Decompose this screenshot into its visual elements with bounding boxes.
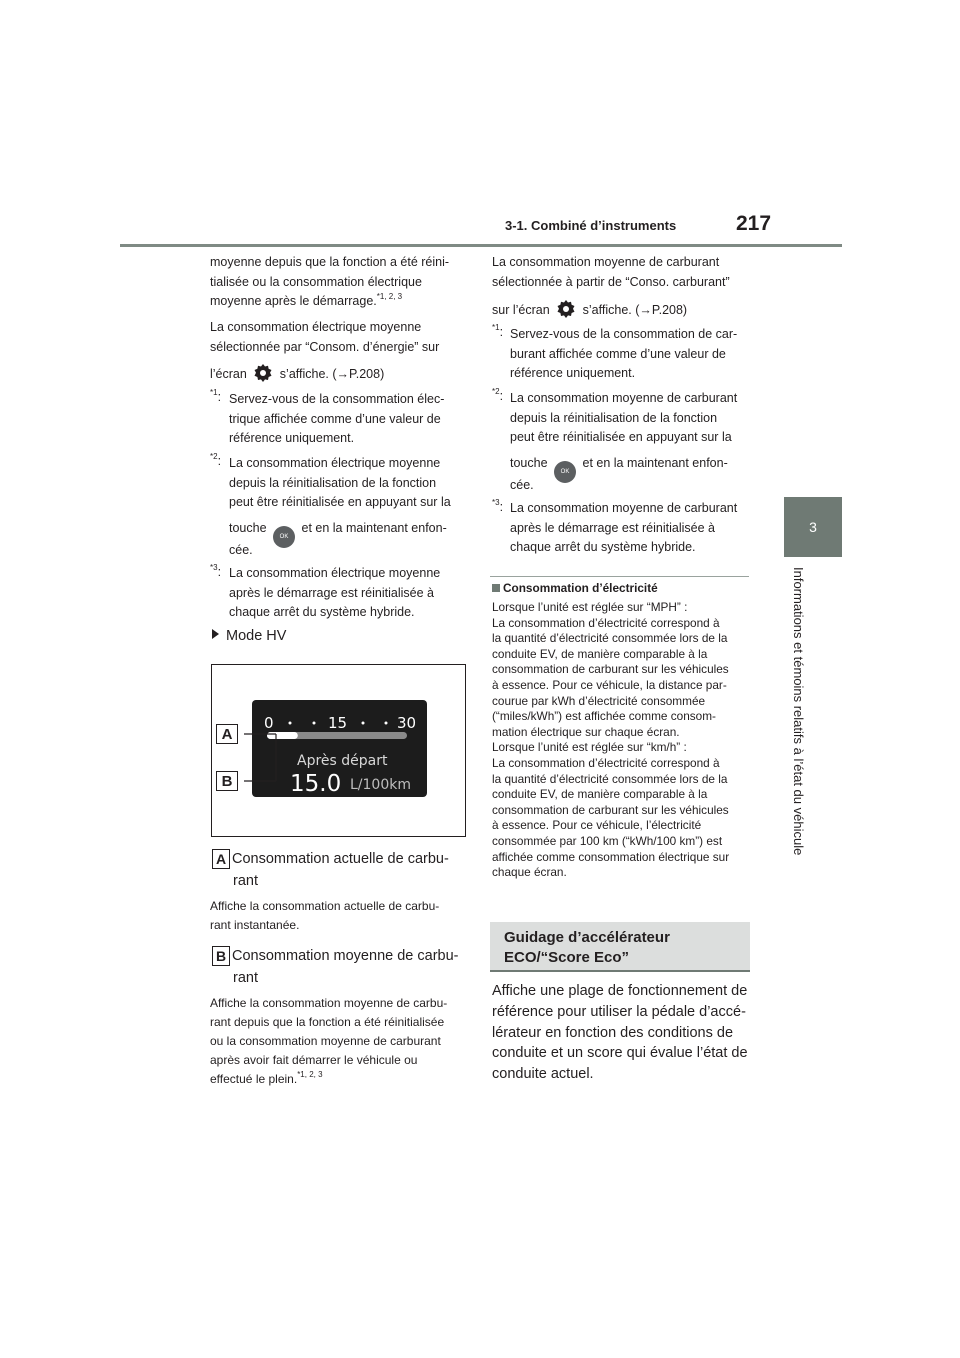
left-footnote-2: La consommation électrique moyenne depuis la réinitialisation de la fonction peut être réinitialisée en appuyant sur la xyxy=(229,456,451,509)
item-a-desc: Affiche la consommation actuelle de carbu- rant instantanée. xyxy=(210,899,440,932)
display-caption: Après départ xyxy=(297,753,388,769)
scale-30: 30 xyxy=(397,714,417,732)
item-a-title: Consommation actuelle de carbu- rant xyxy=(232,851,449,889)
gear-icon xyxy=(556,299,576,319)
left-fn1-mark: $^{*1}$: xyxy=(210,388,222,404)
right-para-1: La consommation moyenne de carburant sélectionnée à partir de “Conso. carburant” xyxy=(492,255,730,289)
page-number: 217 xyxy=(736,212,772,235)
section-divider xyxy=(490,576,749,577)
ok-button-icon: OK xyxy=(554,461,576,483)
left-footnote-1: Servez-vous de la consommation élec- trique affichée comme d’une valeur de référence uniquement. xyxy=(229,392,445,445)
square-bullet-icon xyxy=(492,584,500,592)
callout-b: B xyxy=(216,771,238,791)
left-footnote-2-touch: touche OK et en la maintenant enfon- xyxy=(229,519,447,548)
guide-heading-box: Guidage d’accélérateur ECO/“Score Eco” xyxy=(490,922,750,972)
guide-body: Affiche une plage de fonctionnement de référence pour utiliser la pédale d’accé- lérateur en fonction des conditions de conduite et un score qui évalue l’état de conduite actuel. xyxy=(492,983,748,1083)
ok-button-icon: OK xyxy=(273,526,295,548)
gear-icon xyxy=(253,363,273,383)
right-footnote-2-end: cée. xyxy=(510,478,534,492)
section-title: 3-1. Combiné d’instruments xyxy=(505,218,677,233)
right-fn2-mark: $^{*2}$: xyxy=(492,387,504,403)
left-fn2-mark: $^{*2}$: xyxy=(210,452,222,468)
right-para-1-screen: sur l’écran s’affiche. (→P.208) xyxy=(492,299,687,321)
electricity-heading: Consommation d’électricité xyxy=(492,581,658,595)
item-a-label: A xyxy=(212,849,230,869)
right-fn3-mark: $^{*3}$: xyxy=(492,498,504,514)
scale-0: 0 xyxy=(264,714,274,732)
left-footnote-2-end: cée. xyxy=(229,543,253,557)
electricity-body: Lorsque l’unité est réglée sur “MPH” : La consommation d’électricité correspond à la quantité d’électricité consommée lors de la conduite EV, de manière comparable à la consommation de carburant sur les véhicules à essence. Pour ce véhicule, la distance par- courue par kWh d’électricité consommée (“miles/kWh”) est affichée comme consom- mation électrique sur chaque écran. Lorsque l’unité est réglée sur “km/h” : La consommation d’électricité correspond à la quantité d’électricité consommée lors de la conduite EV, de manière comparable à la consommation de carburant sur les véhicules à essence. Pour ce véhicule, l’électricité consommée par 100 km (“kWh/100 km”) est affichée comme consommation électrique sur chaque écran. xyxy=(492,600,730,880)
left-para-1: moyenne depuis que la fonction a été réini- tialisée ou la consommation électrique moyenne après le démarrage.$^{*1, 2, 3}$ xyxy=(210,255,450,308)
callout-lines xyxy=(211,664,466,837)
right-footnote-1: Servez-vous de la consommation de car- burant affichée comme d’une valeur de référence uniquement. xyxy=(510,327,738,380)
left-footnote-3: La consommation électrique moyenne après le démarrage est réinitialisée à chaque arrêt du système hybride. xyxy=(229,566,441,619)
display-unit: L/100km xyxy=(350,777,411,793)
scale-15: 15 xyxy=(328,714,348,732)
left-fn3-mark: $^{*3}$: xyxy=(210,563,222,579)
mode-hv-heading: Mode HV xyxy=(212,628,286,644)
right-footnote-2-touch: touche OK et en la maintenant enfon- xyxy=(510,454,728,483)
right-fn1-mark: $^{*1}$: xyxy=(492,323,504,339)
right-footnote-3: La consommation moyenne de carburant après le démarrage est réinitialisée à chaque arrêt du système hybride. xyxy=(510,501,738,554)
chapter-tab: 3 xyxy=(784,497,842,557)
callout-a: A xyxy=(216,724,238,744)
left-para-2-screen: l’écran s’affiche. (→P.208) xyxy=(210,363,384,385)
item-b-desc: Affiche la consommation moyenne de carbu- rant depuis que la fonction a été réinitialisée ou la consommation moyenne de carburant après avoir fait démarrer le véhicule ou effectué le plein.$^{*1, 2, 3}$ xyxy=(210,996,448,1086)
header-rule xyxy=(120,244,842,247)
item-b-label: B xyxy=(212,946,230,966)
display-value: 15.0 xyxy=(290,771,342,797)
item-b-title: Consommation moyenne de carbu- rant xyxy=(232,948,459,986)
left-para-2: La consommation électrique moyenne sélectionnée par “Consom. d’énergie” sur xyxy=(210,320,440,354)
triangle-bullet-icon xyxy=(212,629,219,639)
right-footnote-2: La consommation moyenne de carburant depuis la réinitialisation de la fonction peut être réinitialisée en appuyant sur la xyxy=(510,391,738,444)
chapter-title: Informations et témoins relatifs à l’état du véhicule xyxy=(791,567,806,856)
